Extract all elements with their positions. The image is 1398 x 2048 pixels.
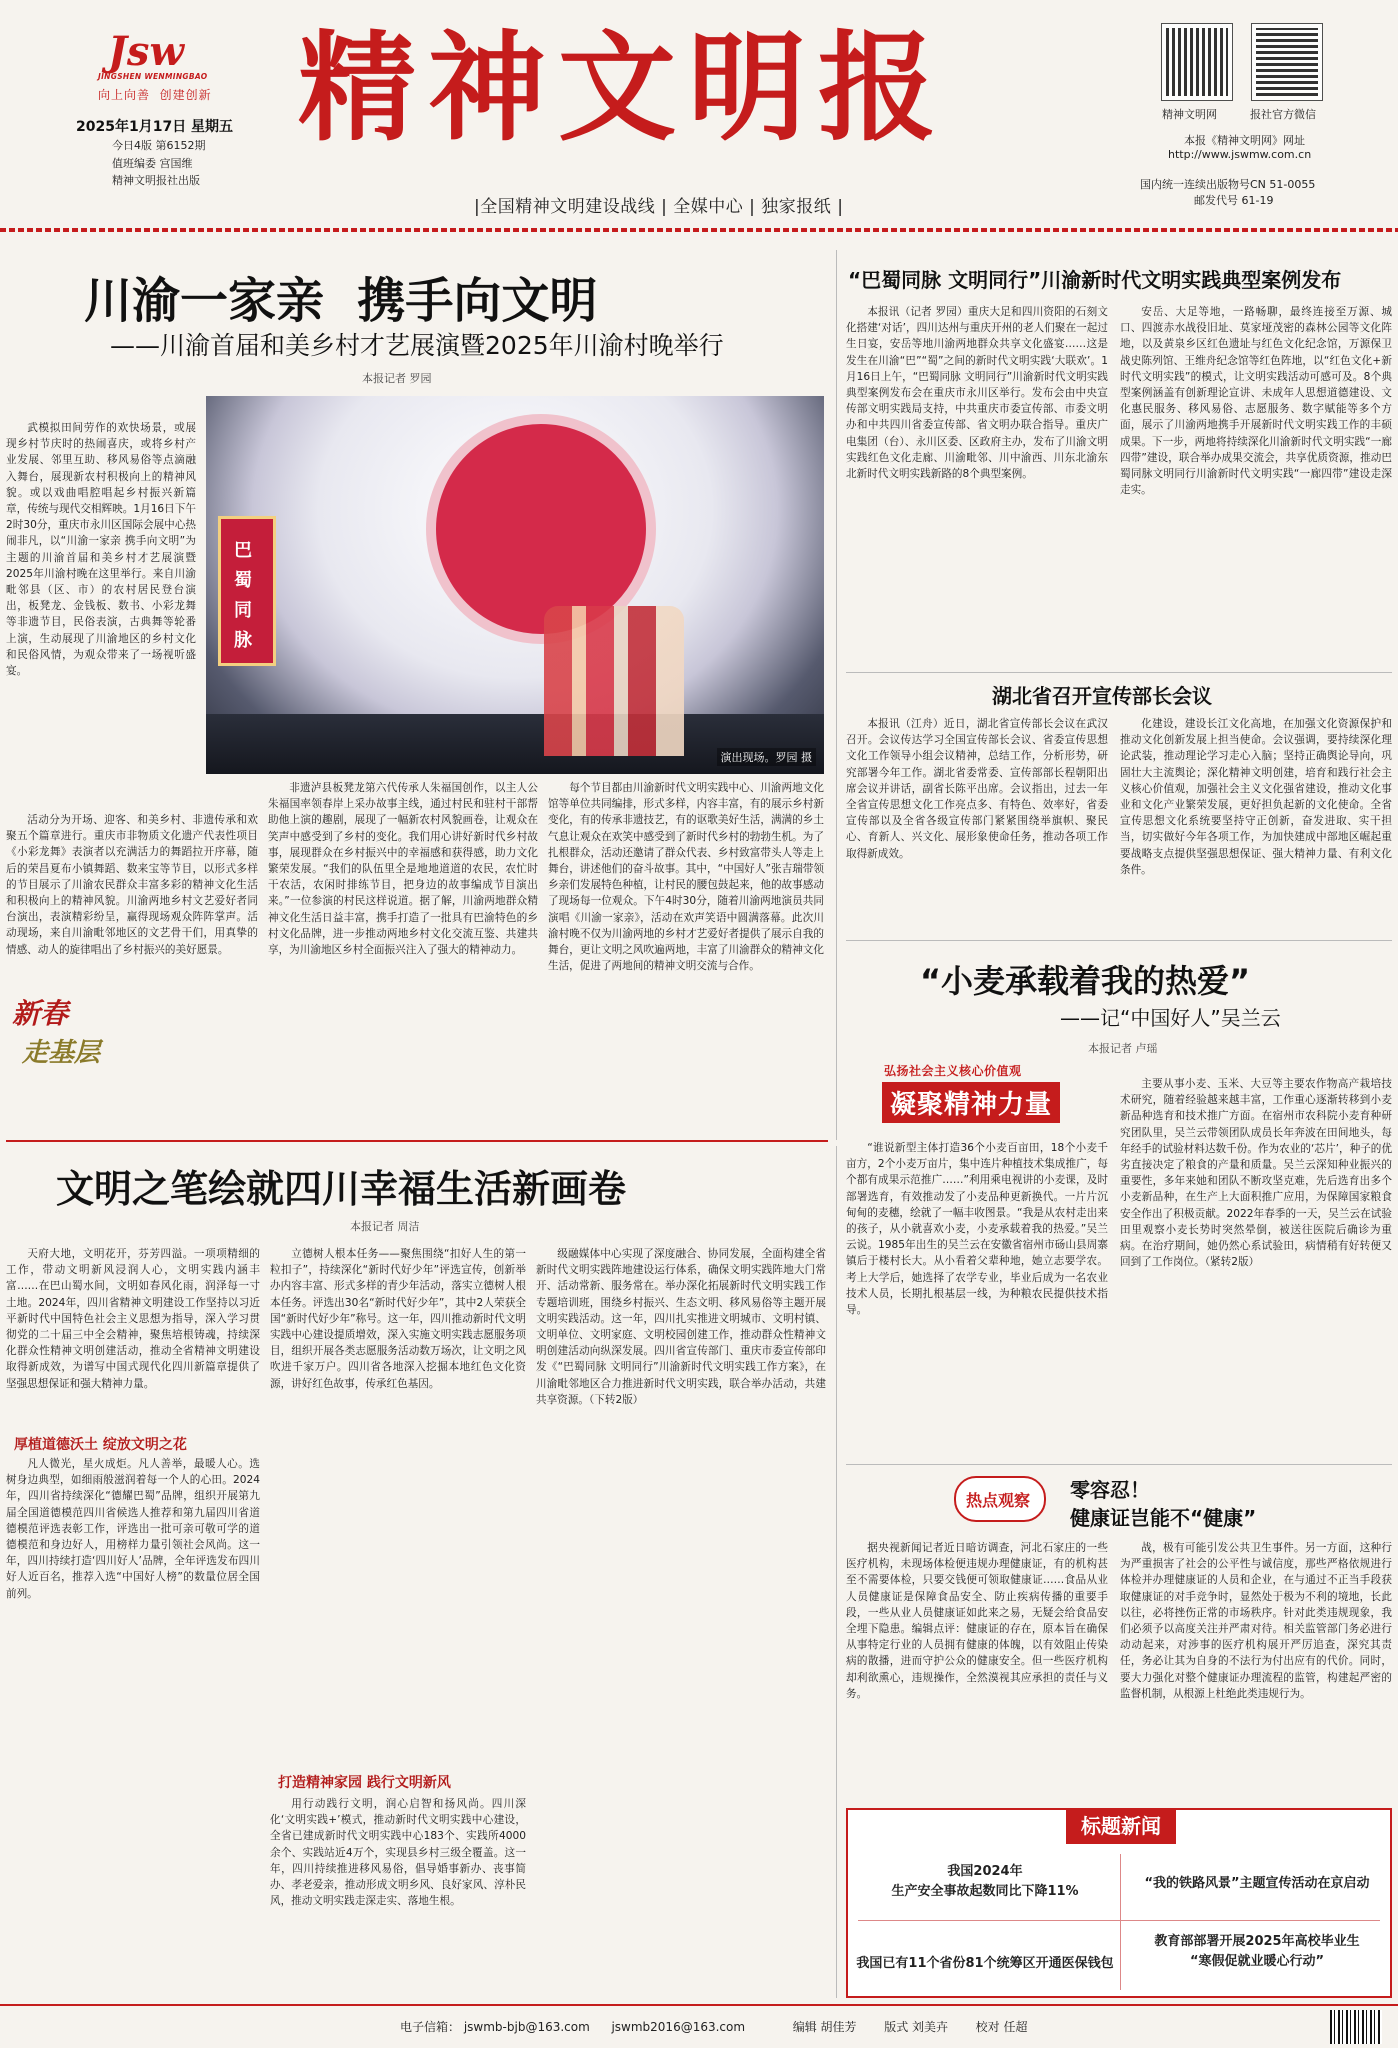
postal-code: 邮发代号 61-19 xyxy=(1194,194,1274,207)
article3-col1: 本报讯（江舟）近日，湖北省宣传部长会议在武汉召开。会议传达学习全国宣传部长会议、省委宣传思想文化工作领导小组会议精神，总结工作，分析形势，研究部署今年工作。湖北省委常委、宣传部部长程朝阳出席会议并讲话，副省长陈平出席。会议指出，过去一年全省宣传思想文化工作亮点多、有特色、效率好，省委宣传部以及全省各级宣传部门紧紧围绕举旗帜、聚民心、育新人、兴文化、展形象使命任务，推动各项工作取得新成效。 xyxy=(846,718,1108,860)
edition-line: 今日4版 第6152期 xyxy=(112,139,206,152)
article6-col2: 战，极有可能引发公共卫生事件。另一方面，这种行为严重损害了社会的公平性与诚信度，那些严格依规进行体检并办理健康证的人员和企业，在与通过不正当手段获取健康证的对手竞争时，显然处于极为不利的境地，长此以往，必将挫伤正常的市场秩序。针对此类违规现象，我们必须予以高度关注并严肃对待。相关监管部门务必进行动动起来，对涉事的医疗机构展开严厉追查，深究其责任，务必让其为自身的不法行为付出应有的代价。同时，要大力强化对整个健康证办理流程的监管，构建起严密的监督机制，从根源上杜绝此类违规行为。 xyxy=(1120,1542,1392,1700)
article6-title1: 零容忍！ xyxy=(1070,1478,1150,1502)
article5-col2: 立德树人根本任务——聚焦围绕“扣好人生的第一粒扣子”，持续深化“新时代好少年”评选宣传，创新举办内容丰富、形式多样的青少年活动，落实立德树人根本任务。评选出30名“新时代好少年”，其中2人荣获全国“新时代好少年”称号。这一年，四川推动新时代文明实践中心建设提质增效，深入实施文明实践志愿服务项目，组织开展各类志愿服务活动数万场次，让文明之风吹进千家万户。四川省各地深入挖掘本地红色文化资源，讲好红色故事，传承红色基因。 xyxy=(270,1248,526,1390)
article1-col4: 每个节目都由川渝新时代文明实践中心、川渝两地文化馆等单位共同编排，形式多样，内容丰富，有的展示乡村新变化，有的传承非遗技艺，有的讴歌美好生活，满满的乡土气息让观众在欢笑中感受到了新时代乡村的勃勃生机。为了扎根群众，活动还邀请了群众代表、乡村致富带头人等走上舞台，讲述他们的奋斗故事。其中，“中国好人”张吉瑞带领乡亲们发展特色种植，让村民的腰包鼓起来，他的故事感动了现场每一位观众。下午4时30分，随着川渝两地演员共同演唱《川渝一家亲》，活动在欢声笑语中圆满落幕。此次川渝村晚不仅为川渝两地的乡村才艺爱好者提供了展示自我的舞台，更让文明之风吹遍两地，丰富了川渝群众的精神文化生活，促进了两地间的精神文明交流与合作。 xyxy=(548,782,824,973)
article5-col1b: 凡人微光，星火成炬。凡人善举，最暖人心。选树身边典型，如细雨般滋润着每一个人的心田。2024年，四川省持续深化“德耀巴蜀”品牌，组织开展第九届全国道德模范四川省候选人推荐和第九届四川省道德模范评选表彰工作，评选出一批可亲可敬可学的道德模范和身边好人，用榜样力量引领社会风尚。这一年，四川持续打造‘四川好人’品牌，全年评选发布四川好人近百名，推荐入选“中国好人榜”的数量位居全国前列。 xyxy=(6,1458,260,1600)
article5-subhead2: 打造精神家园 践行文明新风 xyxy=(278,1775,451,1791)
news-item-1 xyxy=(854,1862,1116,1902)
headline-main: 川渝一家亲 携手向文明 xyxy=(84,273,598,329)
logo xyxy=(98,28,238,108)
site-label: 本报《精神文明网》网址 xyxy=(1184,134,1305,147)
slogan: 向上向善 创建创新 xyxy=(98,88,212,102)
divider-vertical-main xyxy=(836,250,837,1140)
qr-code-wechat xyxy=(1252,24,1322,100)
headline-news-title: 标题新闻 xyxy=(1066,1808,1176,1844)
masthead-divider xyxy=(0,228,1398,232)
news-item-4-line2: “寒假促就业暖心行动” xyxy=(1189,1954,1325,1969)
article2-col2: 安岳、大足等地，一路畅聊，最终连接至万源、城口、四渡赤水战役旧址、莫家垭茂密的森林公园等文化阵地，以及黄泉乡区红色遗址与红色文化纪念馆，万源保卫战史陈列馆、王维舟纪念馆等红色阵地，以“红色文化+新时代文明实践”的模式，让文明实践活动可感可及。8个典型案例涵盖有创新理论宣讲、未成年人思想道德建设、文化惠民服务、移风易俗、志愿服务、数字赋能等多个方面，展示了川渝两地携手开展新时代文明实践工作的丰硕成果。下一步，两地将持续深化川渝新时代文明实践“一廊四带”建设，联合举办成果交流会，共享优质资源，推动巴蜀同脉文明同行川渝新时代文明实践“一廊四带”建设走深走实。 xyxy=(1120,306,1392,497)
article5-col2b: 用行动践行文明，润心启智和扬风尚。四川深化‘文明实践+’模式，推动新时代文明实践中心建设，全省已建成新时代文明实践中心183个、实践所4000余个、实践站近4万个，实现县乡村三级全覆盖。这一年，四川持续推进移风易俗，倡导婚事新办、丧事简办、孝老爱亲，推动形成文明乡风、良好家风、淳朴民风，推动文明实践走深走实、落地生根。 xyxy=(270,1798,526,1908)
article5-byline: 本报记者 周洁 xyxy=(350,1220,420,1233)
footer-designer: 版式 刘美卉 xyxy=(884,2020,949,2034)
article1-byline: 本报记者 罗园 xyxy=(362,372,432,385)
value-badge-top: 弘扬社会主义核心价值观 xyxy=(884,1064,1022,1078)
footer-rule xyxy=(0,2004,1398,2006)
article4-title: “小麦承载着我的热爱” xyxy=(920,962,1251,1000)
news-item-2: “我的铁路风景”主题宣传活动在京启动 xyxy=(1144,1876,1370,1891)
article1-col2: 活动分为开场、迎客、和美乡村、非遗传承和欢聚五个篇章进行。重庆市非物质文化遗产代表性项目《小彩龙舞》表演者以充满活力的舞蹈拉开序幕，随后的荣昌夏布小镇舞蹈、数来宝等节目，以形式多样的节目展示了川渝农民群众丰富多彩的精神文化生活和积极向上的精神风貌。川渝两地乡村文艺爱好者同台演出，表演精彩纷呈，赢得现场观众阵阵掌声。活动现场，来自川渝毗邻地区的文艺骨干们，用真挚的情感、动人的旋律唱出了乡村振兴的美好愿景。 xyxy=(6,814,258,956)
news-item-4 xyxy=(1128,1932,1386,1972)
brush-line1: 新春 xyxy=(12,997,69,1030)
article5-subhead1: 厚植道德沃土 绽放文明之花 xyxy=(14,1437,187,1453)
news-item-1-line2: 生产安全事故起数同比下降11% xyxy=(891,1884,1079,1899)
column-brush-logo xyxy=(8,992,118,1076)
footer-editor: 编辑 胡佳芳 xyxy=(792,2020,857,2034)
footer-barcode xyxy=(1330,2010,1382,2044)
divider-vertical-lower xyxy=(836,1146,837,1998)
brush-line2: 走基层 xyxy=(22,1038,101,1068)
article4-byline: 本报记者 卢瑶 xyxy=(1088,1042,1158,1055)
qr2-label: 报社官方微信 xyxy=(1250,108,1316,121)
divider-a4-a6 xyxy=(846,1464,1392,1465)
article1-col3: 非遗泸县板凳龙第六代传承人朱福国创作，以主人公朱福国率领春岸上采办故事主线，通过村民和驻村干部帮助他上演的趣剧，展现了一幅新农村风貌画卷，让观众在笑声中感受到了乡村的变化。我们用心讲好新时代乡村故事，展现群众在乡村振兴中的幸福感和获得感，助力文化繁荣发展。“我们的队伍里全是地地道道的农民，农忙时干农活，农闲时排练节目，把身边的故事编成节目演出来。”一位参演的村民这样说道。据了解，川渝两地群众精神文化生活日益丰富，携手打造了一批具有巴渝特色的乡村文化品牌，进一步推动两地乡村文化交流互鉴、共建共享，为川渝地区乡村全面振兴注入了强大的精神动力。 xyxy=(268,782,538,957)
news-item-3: 我国已有11个省份81个统筹区开通医保钱包 xyxy=(856,1956,1114,1971)
logo-mark: Jsw xyxy=(108,28,184,75)
article6-col1: 据央视新闻记者近日暗访调查，河北石家庄的一些医疗机构，未现场体检便违规办理健康证，有的机构甚至不需要体检，只要交钱便可领取健康证……食品从业人员健康证是保障食品安全、防止疾病传播的重要手段，一些从业人员健康证如此来之易，无疑会给食品安全埋下隐患。编辑点评：健康证的存在，原本旨在确保从事特定行业的人员拥有健康的体魄，以有效阻止传染病的散播，进而守护公众的健康安全。但一些医疗机构却利欲熏心，违规操作，全然漠视其应承担的责任与义务。 xyxy=(846,1542,1108,1700)
nav-strip: |全国精神文明建设战线 | 全媒中心 | 独家报纸 | xyxy=(474,197,844,217)
article2-col1: 本报讯（记者 罗园）重庆大足和四川资阳的石刻文化搭建‘对话’，四川达州与重庆开州的老人们聚在一起过生日宴，安岳等地川渝两地群众共享文化盛宴……这是发生在川渝“巴”“蜀”之间的新时代文明实践‘大联欢’。1月16日上午，“巴蜀同脉 文明同行”川渝新时代文明实践典型案例发布会在重庆市永川区举行。发布会由中央宣传部文明实践局支持，中共重庆市委宣传部、市委文明办和中共四川省委宣传部、省文明办联合指导。重庆广电集团（台）、永川区委、区政府主办，发布了川渝文明实践红色文化走廊、川渝毗邻、川中渝西、川东北渝东北新时代文明实践新路的8个典型案例。 xyxy=(846,306,1108,481)
article3-title: 湖北省召开宣传部长会议 xyxy=(992,684,1212,708)
headline-subtitle: ——川渝首届和美乡村才艺展演暨2025年川渝村晚举行 xyxy=(110,331,724,360)
footer-email1: jswmb-bjb@163.com xyxy=(463,2020,590,2034)
qr1-label: 精神文明网 xyxy=(1162,108,1217,121)
article1-photo xyxy=(206,396,824,774)
article6-title2: 健康证岂能不“健康” xyxy=(1070,1506,1257,1530)
duty-editor: 值班编委 宫国维 xyxy=(112,157,193,170)
footer-email-label: 电子信箱： xyxy=(400,2020,461,2034)
hot-observe-badge-text: 热点观察 xyxy=(966,1491,1031,1510)
photo-performers xyxy=(544,606,684,756)
article5-title: 文明之笔绘就四川幸福生活新画卷 xyxy=(56,1166,627,1211)
article1-col1: 武模拟田间劳作的欢快场景，或展现乡村节庆时的热闹喜庆，或将乡村产业发展、邻里互助、移风易俗等点滴融入舞台，展现新农村积极向上的精神风貌。或以戏曲唱腔唱起乡村振兴新篇章，传统与现代交相辉映。1月16日下午2时30分，重庆市永川区国际会展中心热闹非凡，以“川渝一家亲 携手向文明”为主题的川渝首届和美乡村才艺展演暨2025年川渝村晚在这里举行。来自川渝毗邻县（区、市）的农村居民登台演出，板凳龙、金钱板、数书、小彩龙舞等非遗节目，民俗表演，古典舞等轮番上演，生动展现了川渝地区的乡村文化和民俗风情，为观众带来了一场视听盛宴。 xyxy=(6,422,196,678)
value-badge-main: 凝聚精神力量 xyxy=(882,1082,1060,1123)
article5-col1: 天府大地，文明花开，芬芳四溢。一项项精细的工作，带动文明新风浸润人心，文明实践内涵丰富……在巴山蜀水间，文明如春风化雨，润泽每一寸土地。2024年，四川省精神文明建设工作坚持以习近平新时代中国特色社会主义思想为指导，深入学习贯彻党的二十届三中全会精神，聚焦培根铸魂，持续深化群众性精神文明创建活动，推动全省精神文明建设取得新成效，为谱写中国式现代化四川新篇章提供了坚强思想保证和强大精神力量。 xyxy=(6,1248,260,1390)
article4-col1: “谁说新型主体打造36个小麦百亩田，18个小麦千亩方，2个小麦万亩片，集中连片种植技术集成推广，每个都有成果示范推广……”利用乘电视讲的小麦课，及时部署选育，有效推动发了小麦品种更新换代。一片片沉甸甸的麦穗，绘就了一幅丰收图景。“我是从农村走出来的孩子，从小就喜欢小麦，小麦承载着我的热爱。”吴兰云说。1985年出生的吴兰云在安徽省宿州市砀山县周寨镇后于楼村长大。从小看着父辈种地，她立志要学农。考上大学后，她选择了农学专业，毕业后成为一名农业技术人员，长期扎根基层一线，为种粮农民提供技术指导。 xyxy=(846,1142,1108,1317)
news-divider-h xyxy=(858,1920,1380,1921)
value-badge xyxy=(876,1056,1090,1134)
logo-sub: JINGSHEN WENMINGBAO xyxy=(98,72,208,81)
news-item-4-line1: 教育部部署开展2025年高校毕业生 xyxy=(1154,1934,1360,1949)
qr-code-site xyxy=(1162,24,1232,100)
masthead-title: 精神文明报 xyxy=(298,18,949,157)
date-line: 2025年1月17日 星期五 xyxy=(76,119,234,135)
headline-news-box xyxy=(846,1808,1392,1998)
masthead xyxy=(0,0,1398,228)
divider-a2-a3 xyxy=(846,672,1392,673)
article5-col3: 级融媒体中心实现了深度融合、协同发展，全面构建全省新时代文明实践阵地建设运行体系，确保文明实践阵地大门常开、活动常新、服务常在。举办深化拓展新时代文明实践工作专题培训班，围绕乡村振兴、生态文明、移风易俗等主题开展文明实践活动。这一年，四川扎实推进文明城市、文明村镇、文明单位、文明家庭、文明校园创建工作，推动群众性精神文明创建活动向纵深发展。四川省宣传部门、重庆市委宣传部印发《“巴蜀同脉 文明同行”川渝新时代文明实践工作方案》，在川渝毗邻地区合力推进新时代文明实践，联合举办活动，共建共享资源。（下转2版） xyxy=(536,1248,826,1406)
photo-stamp-text: 巴蜀同脉 xyxy=(234,540,252,651)
article3-col2: 化建设，建设长江文化高地，在加强文化资源保护和推动文化创新发展上担当使命。会议强调，要持续深化理论武装，推动理论学习走心入脑；坚持正确舆论导向，巩固壮大主流舆论；深化精神文明创建，培育和践行社会主义核心价值观，加强社会主义文化强省建设，推动文化事业和文化产业繁荣发展，更好担负起新的文化使命。全省宣传思想文化系统要坚持守正创新，奋发进取、实干担当，切实做好今年各项工作，为加快建成中部地区崛起重要战略支点提供坚强思想保证、强大精神力量、有利文化条件。 xyxy=(1120,718,1392,876)
divider-a1-a5 xyxy=(6,1140,828,1142)
article4-col2: 主要从事小麦、玉米、大豆等主要农作物高产栽培技术研究，随着经验越来越丰富，工作重心逐渐转移到小麦新品种选育和技术推广方面。在宿州市农科院小麦育种研究团队里，吴兰云带领团队成员长年奔波在田间地头，每年经手的试验材料达数千份。作为农业的‘芯片’，种子的优劣直接决定了粮食的产量和质量。吴兰云深知种业振兴的重要性，多年来她和团队不断攻坚克难，先后选育出多个小麦新品种，在生产上大面积推广应用，为保障国家粮食安全作出了积极贡献。2022年春季的一天，吴兰云在试验田里观察小麦长势时突然晕倒，被送往医院后确诊为重病。在治疗期间，她仍然心系试验田，病情稍有好转便又回到了工作岗位。（紧转2版） xyxy=(1120,1078,1392,1269)
divider-a3-a4 xyxy=(846,940,1392,941)
site-url: http://www.jswmw.com.cn xyxy=(1168,148,1312,161)
news-divider-v xyxy=(1120,1854,1121,1990)
photo-caption: 演出现场。罗园 摄 xyxy=(717,748,817,766)
cn-number: 国内统一连续出版物号CN 51-0055 xyxy=(1140,178,1316,191)
footer-email2: jswmb2016@163.com xyxy=(611,2020,746,2034)
footer-proof: 校对 任超 xyxy=(975,2020,1028,2034)
article4-subtitle: ——记“中国好人”吴兰云 xyxy=(1060,1006,1281,1030)
hot-observe-badge xyxy=(954,1476,1046,1522)
news-item-1-line1: 我国2024年 xyxy=(947,1864,1023,1879)
publisher: 精神文明报社出版 xyxy=(112,174,200,187)
article2-title: “巴蜀同脉 文明同行”川渝新时代文明实践典型案例发布 xyxy=(848,268,1342,292)
footer-line xyxy=(400,2018,1028,2035)
